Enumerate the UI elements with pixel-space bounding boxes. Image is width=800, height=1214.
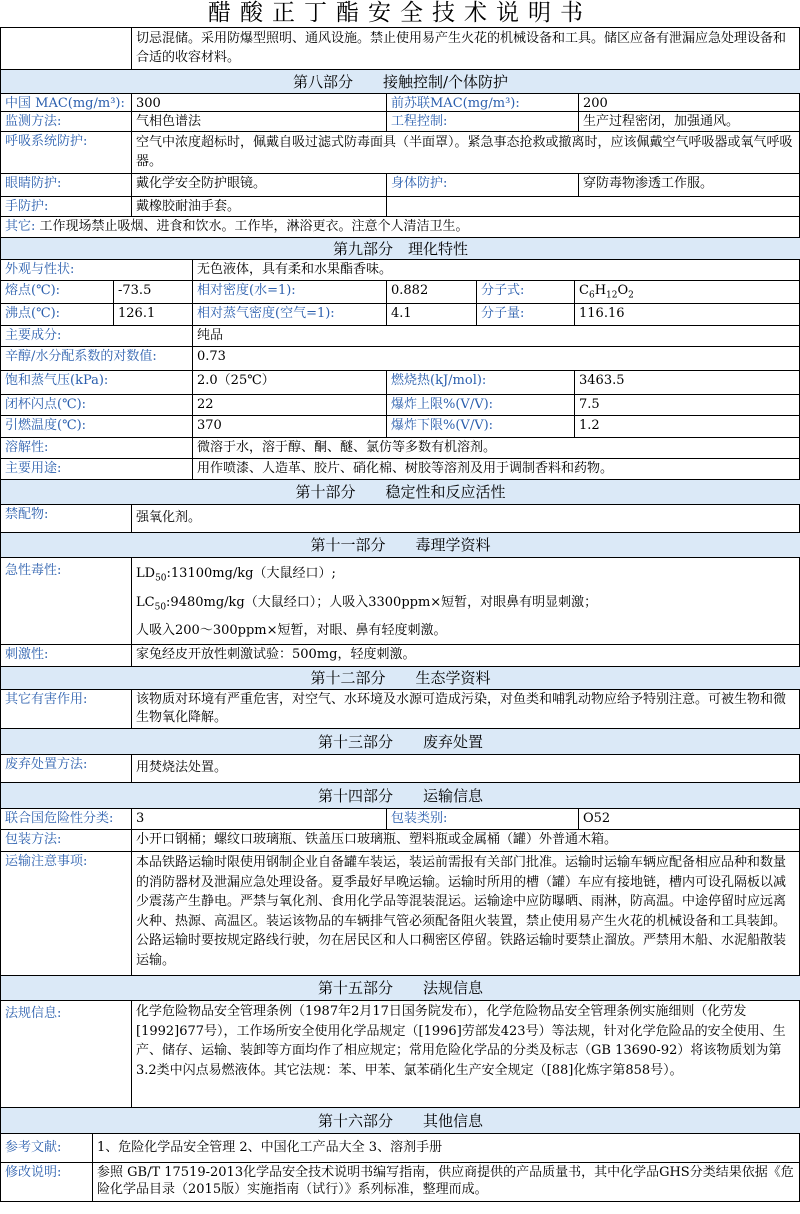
mac-row: [1, 94, 800, 112]
section-8-header: 第八部分 接触控制/个体防护: [1, 70, 800, 94]
ignition-temp-label: 引燃温度(℃):: [1, 416, 193, 438]
eco-row: [1, 690, 800, 729]
respiratory-row: [1, 132, 800, 174]
vapor-density-label: 相对蒸气密度(空气=1):: [193, 304, 387, 326]
combustion-heat-value: 3463.5: [575, 371, 800, 395]
melting-row: [1, 281, 800, 304]
package-class-value: O52: [579, 809, 800, 830]
references-label: 参考文献:: [1, 1134, 93, 1163]
incompat-row: [1, 505, 800, 533]
engineering-label: 工程控制:: [387, 112, 579, 132]
other-label: 其它:: [5, 219, 36, 234]
solubility-row: [1, 438, 800, 459]
formula-label: 分子式:: [477, 281, 575, 304]
lc50-line: $LC_{50}:9480mg/kg$（大鼠经口）；人吸入3300ppm×短暂，对眼鼻有明显刺激；: [136, 594, 598, 613]
acute-toxicity-label: 急性毒性:: [1, 558, 132, 645]
engineering-value: 生产过程密闭，加强通风。: [579, 112, 800, 132]
irritation-row: [1, 645, 800, 667]
section-12-header: 第十二部分 生态学资料: [1, 667, 800, 690]
appearance-value: 无色液体，具有柔和水果酯香味。: [193, 260, 800, 281]
other-hazards-label: 其它有害作用:: [1, 690, 132, 729]
ignition-row: [1, 416, 800, 438]
composition-label: 主要成分:: [1, 326, 193, 347]
body-value: 穿防毒物渗透工作服。: [579, 174, 800, 197]
section-9-header: 第九部分 理化特性: [1, 238, 800, 260]
revision-label: 修改说明:: [1, 1163, 93, 1202]
mac-su-value: 200: [579, 94, 800, 112]
appearance-label: 外观与性状:: [1, 260, 193, 281]
boiling-row: [1, 304, 800, 326]
flash-point-label: 闭杯闪点(℃):: [1, 395, 193, 416]
ignition-temp-value: 370: [193, 416, 387, 438]
vapor-pressure-row: [1, 371, 800, 395]
package-method-label: 包装方法:: [1, 830, 132, 852]
eye-value: 戴化学安全防护眼镜。: [132, 174, 387, 197]
acute-toxicity-value: [132, 558, 800, 645]
section-11-header: 第十一部分 毒理学资料: [1, 533, 800, 558]
disposal-row: [1, 755, 800, 783]
un-class-row: [1, 809, 800, 830]
ld50-line: $LD_{50}:13100mg/kg$（大鼠经口）;: [136, 566, 336, 584]
regulation-label: 法规信息:: [1, 1001, 132, 1108]
msds-table: [0, 27, 800, 1202]
body-label: 身体防护:: [387, 174, 579, 197]
revision-row: [1, 1163, 800, 1202]
vapor-density-value: 4.1: [387, 304, 477, 326]
melting-point-label: 熔点(℃):: [1, 281, 114, 304]
un-class-label: 联合国危险性分类:: [1, 809, 132, 830]
regulation-value: 化学危险物品安全管理条例（1987年2月17日国务院发布），化学危险物品安全管理条例实施细则（化劳发[1992]677号），工作场所安全使用化学品规定（[1996]劳部发423号）等法规，针对化学危险品的安全使用、生产、储存、运输、装卸等方面均作了相应规定；常用危险化学品的分类及标志（GB 13690-92）将该物质划为第3.2类中闪点易燃液体。其它法规：苯、甲苯、氯苯硝化生产安全规定（[88]化炼字第858号）。: [132, 1001, 800, 1108]
package-method-value: 小开口钢桶；螺纹口玻璃瓶、铁盖压口玻璃瓶、塑料瓶或金属桶（罐）外普通木箱。: [132, 830, 800, 852]
flash-point-value: 22: [193, 395, 387, 416]
section-15-header: 第十五部分 法规信息: [1, 976, 800, 1001]
melting-point-value: -73.5: [114, 281, 193, 304]
eye-label: 眼睛防护:: [1, 174, 132, 197]
monitor-label: 监测方法:: [1, 112, 132, 132]
appearance-row: [1, 260, 800, 281]
vapor-pressure-label: 饱和蒸气压(kPa):: [1, 371, 193, 395]
hand-label: 手防护:: [1, 197, 132, 217]
package-class-label: 包装类别:: [387, 809, 579, 830]
storage-text: 切忌混储。采用防爆型照明、通风设施。禁止使用易产生火花的机械设备和工具。储区应备有泄漏应急处理设备和合适的收容材料。: [132, 28, 800, 70]
relative-density-label: 相对密度(水=1):: [193, 281, 387, 304]
revision-value: 参照 GB/T 17519-2013化学品安全技术说明书编写指南，供应商提供的产品质量书，其中化学品GHS分类结果依据《危险化学品目录（2015版）实施指南（试行）》系列标准，整理而成。: [93, 1163, 800, 1202]
flash-point-row: [1, 395, 800, 416]
upper-explosive-limit-label: 爆炸上限%(V/V):: [387, 395, 575, 416]
section-14-header: 第十四部分 运输信息: [1, 783, 800, 809]
disposal-value: 用焚烧法处置。: [132, 755, 800, 783]
respiratory-value: 空气中浓度超标时，佩戴自吸过滤式防毒面具（半面罩）。紧急事态抢救或撤离时，应该佩戴空气呼吸器或氧气呼吸器。: [132, 132, 800, 174]
mac-cn-label: 中国 MAC(mg/m³):: [1, 94, 132, 112]
hand-value: 戴橡胶耐油手套。: [132, 197, 387, 217]
un-class-value: 3: [132, 809, 387, 830]
boiling-point-value: 126.1: [114, 304, 193, 326]
lower-explosive-limit-label: 爆炸下限%(V/V):: [387, 416, 575, 438]
disposal-label: 废弃处置方法:: [1, 755, 132, 783]
mac-su-label: 前苏联MAC(mg/m³):: [387, 94, 579, 112]
other-hazards-value: 该物质对环境有严重危害，对空气、水环境及水源可造成污染，对鱼类和哺乳动物应给予特别注意。可被生物和微生物氧化降解。: [132, 690, 800, 729]
molecular-weight-label: 分子量:: [477, 304, 575, 326]
irritation-label: 刺激性:: [1, 645, 132, 667]
monitor-row: [1, 112, 800, 132]
usage-label: 主要用途:: [1, 459, 193, 480]
lower-explosive-limit-value: 1.2: [575, 416, 800, 438]
solubility-label: 溶解性:: [1, 438, 193, 459]
logp-value: 0.73: [193, 347, 800, 371]
other-row: [1, 217, 800, 238]
mac-cn-value: 300: [132, 94, 387, 112]
respiratory-label: 呼吸系统防护:: [1, 132, 132, 174]
document-title: 醋酸正丁酯安全技术说明书: [208, 0, 592, 26]
molecular-weight-value: 116.16: [575, 304, 800, 326]
composition-value: 纯品: [193, 326, 800, 347]
relative-density-value: 0.882: [387, 281, 477, 304]
package-row: [1, 830, 800, 852]
irritation-value: 家兔经皮开放性刺激试验：500mg，轻度刺激。: [132, 645, 800, 667]
transport-notes-label: 运输注意事项:: [1, 852, 132, 976]
eye-row: [1, 174, 800, 197]
monitor-value: 气相色谱法: [132, 112, 387, 132]
upper-explosive-limit-value: 7.5: [575, 395, 800, 416]
section-13-header: 第十三部分 废弃处置: [1, 729, 800, 755]
references-row: [1, 1134, 800, 1163]
logp-label: 辛醇/水分配系数的对数值:: [1, 347, 193, 371]
combustion-heat-label: 燃烧热(kJ/mol):: [387, 371, 575, 395]
acute-row: [1, 558, 800, 645]
usage-row: [1, 459, 800, 480]
incompatible-label: 禁配物:: [1, 505, 132, 533]
solubility-value: 微溶于水，溶于醇、酮、醚、氯仿等多数有机溶剂。: [193, 438, 800, 459]
transport-notes-value: 本品铁路运输时限使用钢制企业自备罐车装运，装运前需报有关部门批准。运输时运输车辆应配备相应品种和数量的消防器材及泄漏应急处理设备。夏季最好早晚运输。运输时所用的槽（罐）车应有接地链，槽内可设孔隔板以减少震荡产生静电。严禁与氧化剂、食用化学品等混装混运。运输途中应防曝晒、雨淋，防高温。中途停留时应远离火种、热源、高温区。装运该物品的车辆排气管必须配备阻火装置，禁止使用易产生火花的机械设备和工具装卸。公路运输时要按规定路线行驶，勿在居民区和人口稠密区停留。铁路运输时要禁止溜放。严禁用木船、水泥船散装运输。: [132, 852, 800, 976]
boiling-point-label: 沸点(℃):: [1, 304, 114, 326]
incompatible-value: 强氧化剂。: [132, 505, 800, 533]
formula-value: $C_6H_{12}O_2$: [575, 281, 800, 304]
other-value: 工作现场禁止吸烟、进食和饮水。工作毕，淋浴更衣。注意个人清洁卫生。: [39, 219, 469, 234]
transport-notes-row: [1, 852, 800, 976]
section-10-header: 第十部分 稳定性和反应活性: [1, 480, 800, 505]
composition-row: [1, 326, 800, 347]
inhalation-line: 人吸入200～300ppm×短暂，对眼、鼻有轻度刺激。: [136, 623, 447, 639]
usage-value: 用作喷漆、人造革、胶片、硝化棉、树胶等溶剂及用于调制香料和药物。: [193, 459, 800, 480]
references-value: 1、危险化学品安全管理 2、中国化工产品大全 3、溶剂手册: [93, 1134, 800, 1163]
section-16-header: 第十六部分 其他信息: [1, 1108, 800, 1134]
logp-row: [1, 347, 800, 371]
hand-row: [1, 197, 800, 217]
vapor-pressure-value: 2.0（25℃）: [193, 371, 387, 395]
regulation-row: [1, 1001, 800, 1108]
storage-continued-row: [1, 28, 800, 70]
